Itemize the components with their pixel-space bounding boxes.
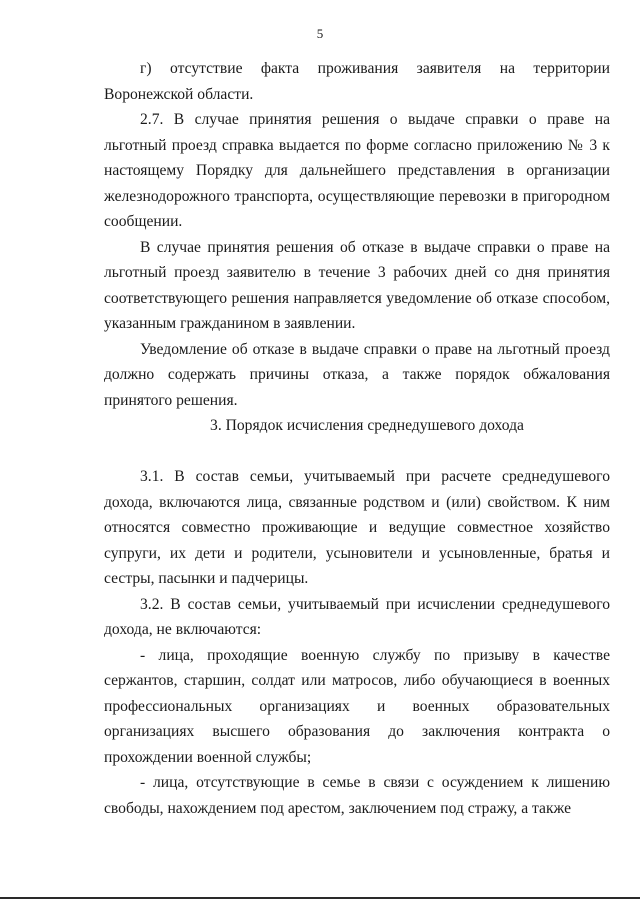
paragraph-refusal-notice: Уведомление об отказе в выдаче справки о праве на льготный проезд должно содержать причины отказа, а также порядок обжалования принятого решения. [104, 340, 610, 409]
paragraph-refusal: В случае принятия решения об отказе в выдаче справки о праве на льготный проезд заявителю в течение 3 рабочих дней со дня принятия соответствующего решения направляется уведомление об отказе способом, указанным гражданином в заявлении. [104, 238, 610, 332]
page-number: 5 [316, 26, 324, 41]
list-item-military: - лица, проходящие военную службу по призыву в качестве сержантов, старшин, солдат или матросов, либо обучающиеся в военных профессиональных организациях и военных образовательных организациях высшего образования до заключения контракта о прохождении военной службы; [104, 646, 610, 766]
paragraph-3-2: 3.2. В состав семьи, учитываемый при исчислении среднедушевого дохода, не включаются: [104, 595, 610, 638]
list-item-absent: - лица, отсутствующие в семье в связи с осуждением к лишению свободы, нахождением под арестом, заключением под стражу, а также [104, 774, 610, 817]
section-heading: 3. Порядок исчисления среднедушевого дохода [210, 417, 524, 434]
document-body [104, 56, 610, 821]
paragraph-3-1: 3.1. В состав семьи, учитываемый при расчете среднедушевого дохода, включаются лица, связанные родством и (или) свойством. К ним относятся совместно проживающие и ведущие совместное хозяйство супруги, их дети и родители, усыновители и усыновленные, братья и сестры, пасынки и падчерицы. [104, 468, 610, 587]
paragraph-item-g: г) отсутствие факта проживания заявителя на территории Воронежской области. [104, 60, 610, 103]
paragraph-2-7: 2.7. В случае принятия решения о выдаче справки о праве на льготный проезд справка выдается по форме согласно приложению № 3 к настоящему Порядку для дальнейшего представления в организации железнодорожного транспорта, осуществляющие перевозки в пригородном сообщении. [104, 111, 610, 230]
scan-edge-line [0, 897, 640, 899]
